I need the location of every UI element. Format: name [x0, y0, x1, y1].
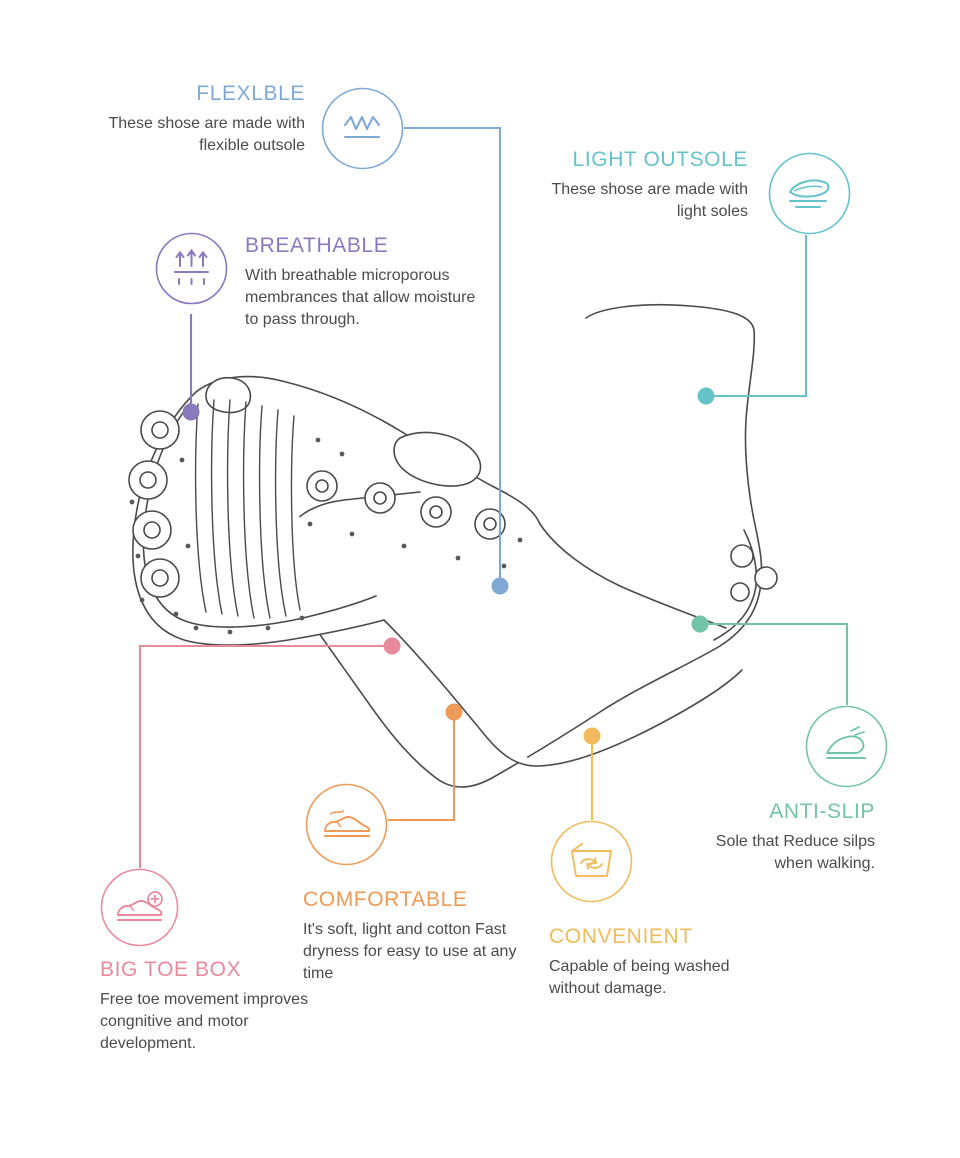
feature-flexible-desc: These shose are made with flexible outsole: [108, 115, 305, 154]
feature-flexible-title: FLEXLBLE: [196, 82, 305, 105]
light-outsole-badge[interactable]: [768, 152, 851, 235]
feature-big-toe-box: [100, 958, 325, 1054]
feature-convenient-title: CONVENIENT: [549, 925, 693, 948]
feature-anti-slip-desc: Sole that Reduce silps when walking.: [715, 833, 875, 872]
breathable-badge[interactable]: [155, 232, 228, 305]
feature-breathable-desc: With breathable microporous membrances that allow moisture to pass through.: [245, 267, 476, 328]
feature-breathable-title: BREATHABLE: [245, 234, 389, 257]
feature-big-toe-box-title: BIG TOE BOX: [100, 958, 242, 981]
shoe-plus-icon: [100, 868, 179, 947]
feature-convenient: [549, 925, 774, 1000]
comfortable-badge[interactable]: [305, 783, 388, 866]
feature-light-outsole: [548, 148, 748, 223]
soft-shoe-icon: [305, 783, 388, 866]
feature-comfortable-title: COMFORTABLE: [303, 888, 468, 911]
feature-anti-slip: [700, 800, 875, 875]
feature-flexible: [100, 82, 305, 157]
anti-slip-badge[interactable]: [805, 705, 888, 788]
feature-convenient-desc: Capable of being washed without damage.: [549, 958, 730, 997]
washable-basin-icon: [550, 820, 633, 903]
feature-comfortable-desc: It's soft, light and cotton Fast dryness for easy to use at any time: [303, 921, 517, 982]
up-arrows-airflow-icon: [155, 232, 228, 305]
feature-comfortable: [303, 888, 518, 984]
feature-anti-slip-title: ANTI-SLIP: [769, 800, 875, 823]
feature-big-toe-box-desc: Free toe movement improves congnitive and motor development.: [100, 991, 309, 1052]
flexible-badge[interactable]: [321, 87, 404, 170]
foot-grip-icon: [805, 705, 888, 788]
feature-breathable: [245, 234, 485, 330]
feature-light-outsole-desc: These shose are made with light soles: [551, 181, 748, 220]
big-toe-box-badge[interactable]: [100, 868, 179, 947]
feature-light-outsole-title: LIGHT OUTSOLE: [572, 148, 748, 171]
zigzag-flex-icon: [321, 87, 404, 170]
convenient-badge[interactable]: [550, 820, 633, 903]
feather-sole-icon: [768, 152, 851, 235]
